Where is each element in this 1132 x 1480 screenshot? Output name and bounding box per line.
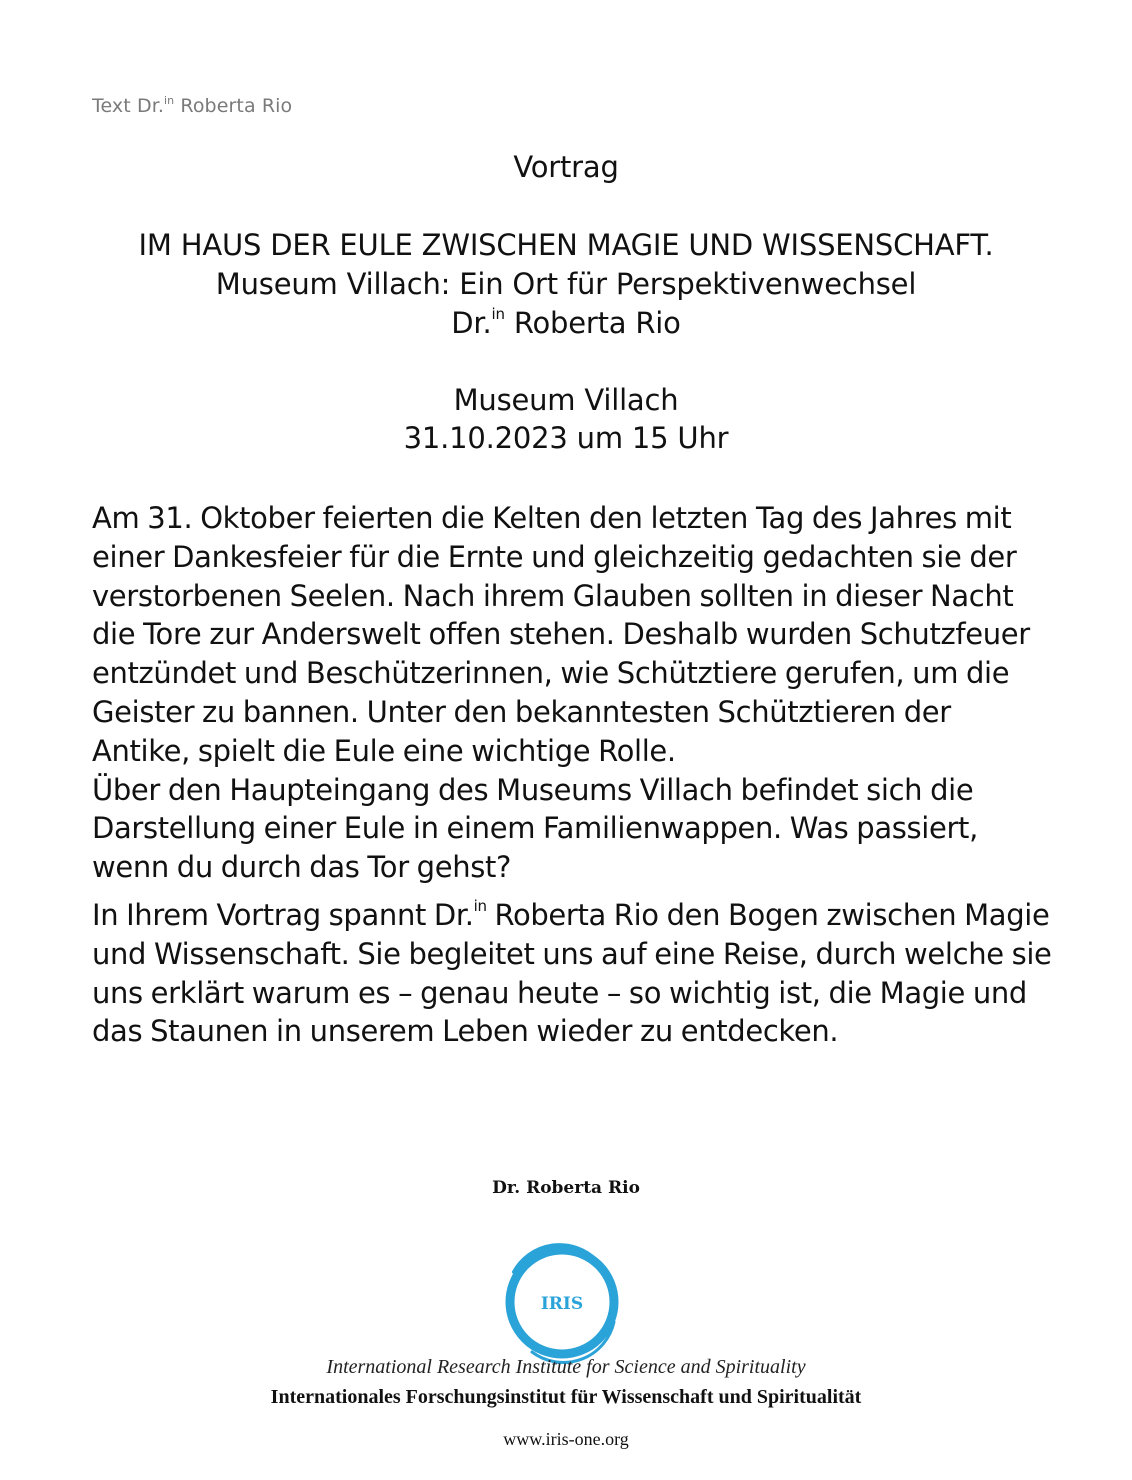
logo-text: IRIS	[540, 1294, 584, 1314]
event-subtitle: Museum Villach: Ein Ort für Perspektivenwechsel	[215, 267, 917, 301]
event-speaker	[0, 305, 1132, 340]
paragraph3-prefix: In Ihrem Vortrag spannt Dr.	[92, 897, 474, 932]
speaker-suffix: Roberta Rio	[504, 306, 681, 340]
iris-logo	[500, 1240, 624, 1364]
event-title: IM HAUS DER EULE ZWISCHEN MAGIE UND WISSENSCHAFT.	[138, 228, 994, 262]
body-text	[92, 499, 1052, 1051]
paragraph3-suffix: Roberta Rio den Bogen zwischen Magie und Wissenschaft. Sie begleitet uns auf eine Reise, durch welche sie uns erklärt warum es – genau heute – so wichtig ist, die Magie und das Staunen in unserem Leben wieder zu entdecken.	[92, 897, 1052, 1049]
header-note-suffix: Roberta Rio	[174, 95, 293, 117]
signature: Dr. Roberta Rio	[492, 1178, 640, 1198]
event-datetime: 31.10.2023 um 15 Uhr	[403, 421, 729, 455]
header-note-prefix: Text Dr.	[92, 95, 165, 117]
speaker-sup: in	[491, 305, 505, 323]
website-url: www.iris-one.org	[503, 1429, 629, 1449]
speaker-prefix: Dr.	[451, 306, 492, 340]
event-venue: Museum Villach	[453, 383, 679, 417]
body-paragraph-3	[92, 887, 1052, 1051]
event-type: Vortrag	[513, 150, 619, 184]
paragraph3-sup: in	[473, 896, 487, 915]
header-note-sup: in	[164, 94, 175, 107]
header-note	[92, 94, 292, 117]
body-paragraph-2: Über den Haupteingang des Museums Villach befindet sich die Darstellung einer Eule in einem Familienwappen. Was passiert, wenn du durch das Tor gehst?	[92, 772, 978, 885]
institute-name-english: International Research Institute for Science and Spirituality	[326, 1356, 806, 1378]
institute-name-german: Internationales Forschungsinstitut für Wissenschaft und Spiritualität	[270, 1386, 862, 1408]
body-paragraph-1: Am 31. Oktober feierten die Kelten den letzten Tag des Jahres mit einer Dankesfeier für die Ernte und gleichzeitig gedachten sie der verstorbenen Seelen. Nach ihrem Glauben sollten in dieser Nacht die Tore zur Anderswelt offen stehen. Deshalb wurden Schutzfeuer entzündet und Beschützerinnen, wie Schütztiere gerufen, um die Geister zu bannen. Unter den bekanntesten Schütztieren der Antike, spielt die Eule eine wichtige Rolle.	[92, 501, 1030, 768]
